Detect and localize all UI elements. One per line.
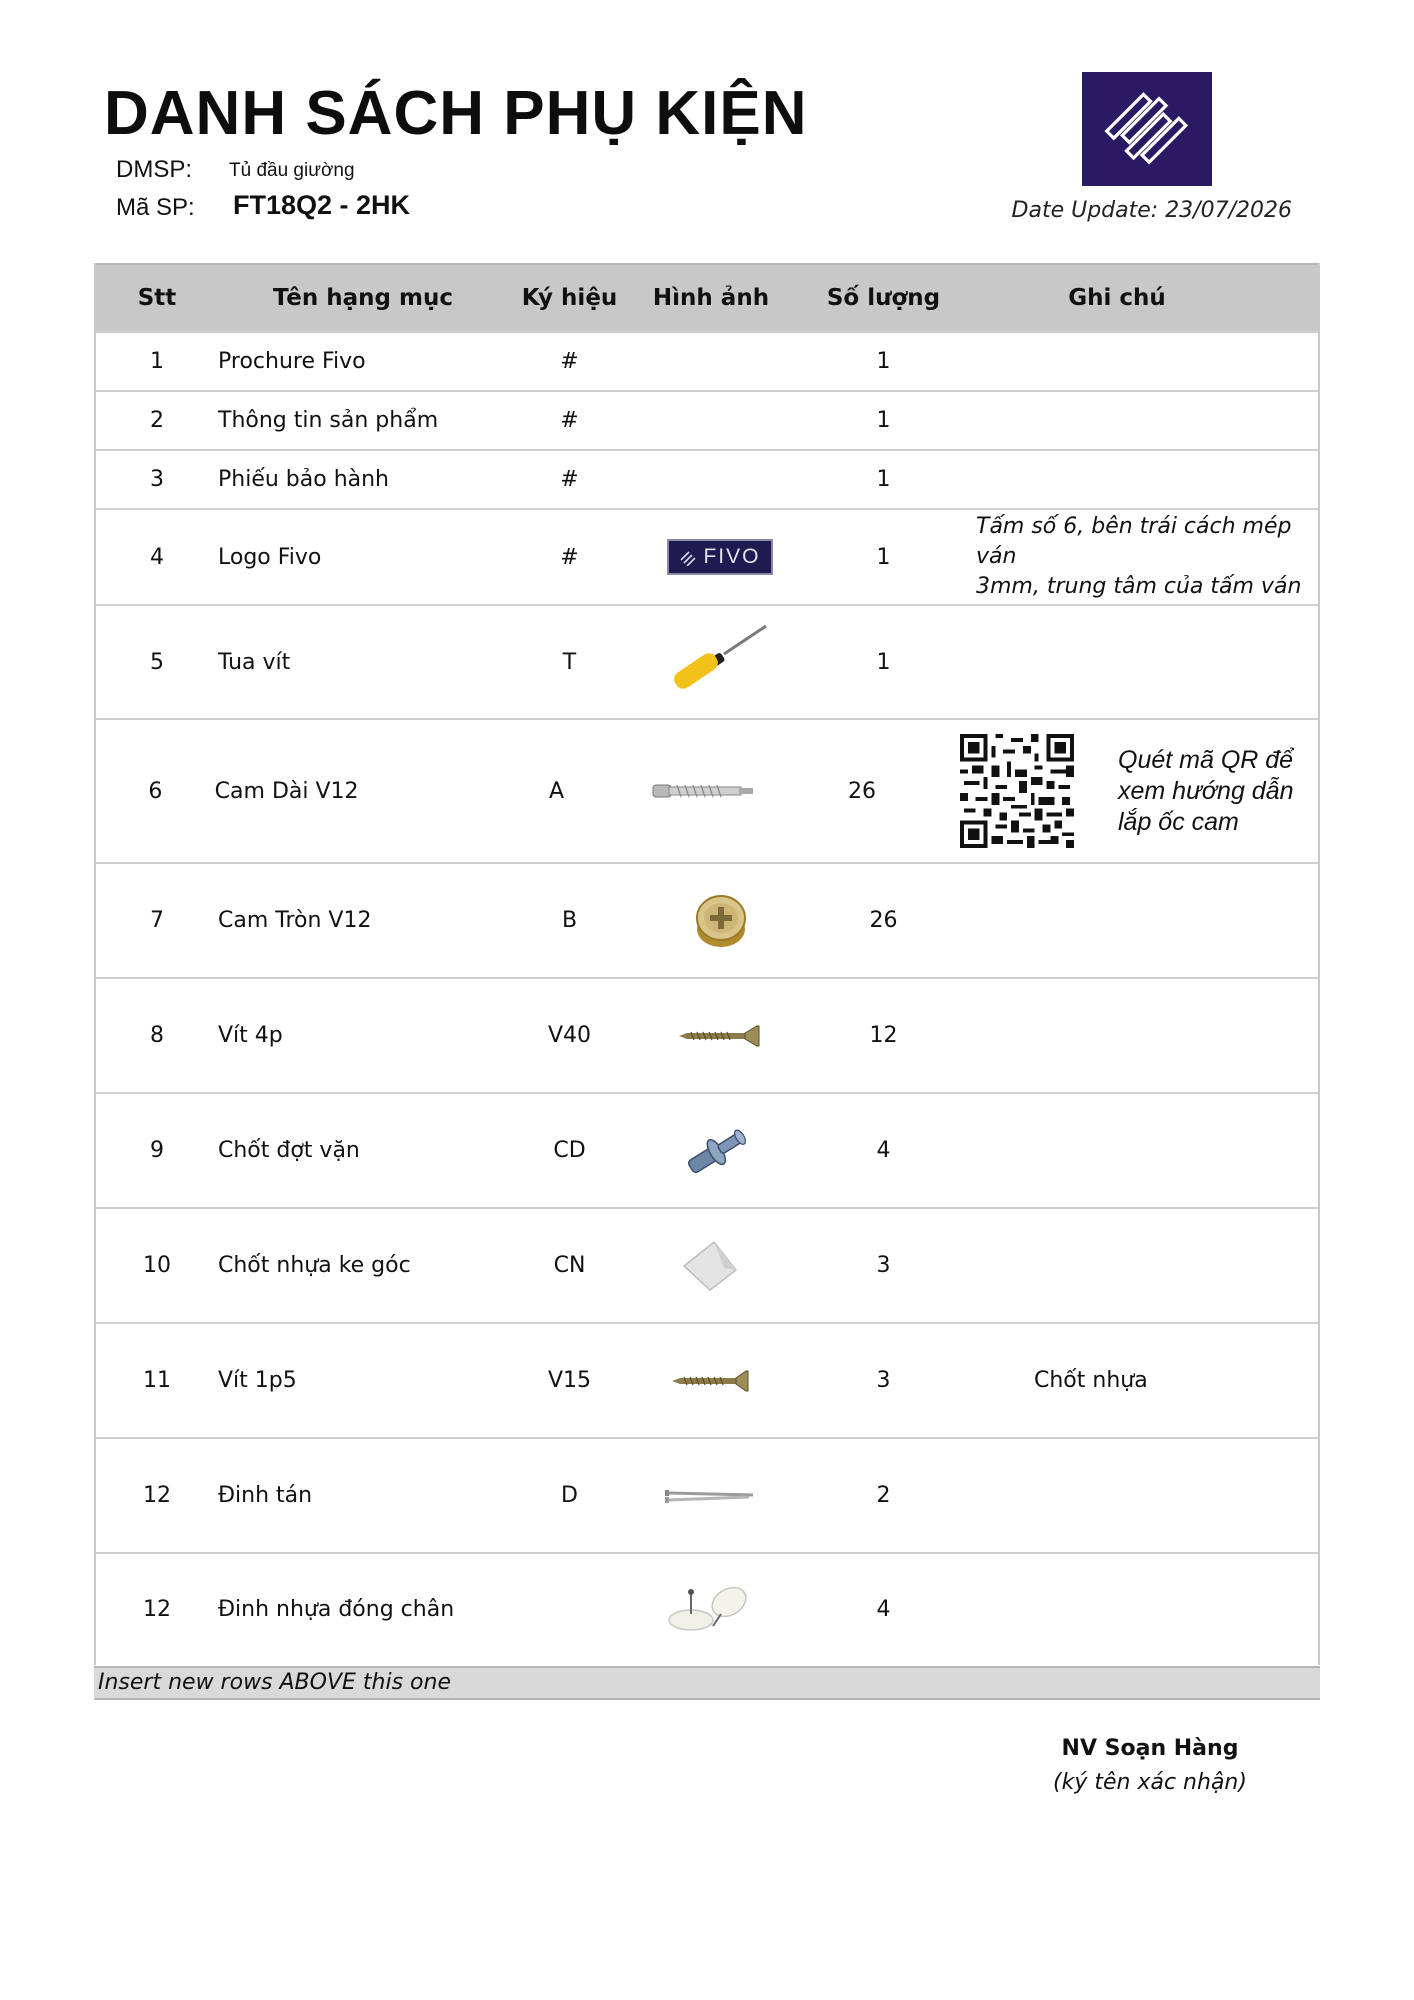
row-stt: 1 bbox=[150, 349, 164, 374]
table-row bbox=[96, 977, 1318, 1092]
row-stt: 10 bbox=[143, 1253, 171, 1278]
row-quantity: 1 bbox=[876, 349, 891, 374]
row-stt: 6 bbox=[148, 778, 163, 804]
table-row bbox=[96, 862, 1318, 977]
row-symbol: # bbox=[560, 408, 579, 433]
table-header bbox=[96, 263, 1318, 331]
row-stt: 2 bbox=[150, 408, 164, 433]
row-name: Vít 1p5 bbox=[218, 1368, 297, 1393]
row-name: Cam Tròn V12 bbox=[218, 908, 372, 933]
row-image bbox=[631, 1021, 791, 1051]
ma-sp-value: FT18Q2 - 2HK bbox=[233, 190, 411, 220]
long-cam-bolt-icon bbox=[649, 776, 759, 806]
row-quantity: 4 bbox=[876, 1597, 891, 1622]
qr-instruction-line: lắp ốc cam bbox=[1118, 807, 1239, 836]
row-quantity: 2 bbox=[876, 1483, 891, 1508]
row-image bbox=[631, 1366, 791, 1396]
col-header-stt: Stt bbox=[137, 285, 177, 311]
qr-code-icon[interactable] bbox=[960, 734, 1074, 848]
row-image bbox=[631, 1116, 791, 1186]
felt-nail-glides-icon bbox=[661, 1580, 761, 1640]
row-name: Thông tin sản phẩm bbox=[218, 408, 439, 433]
col-header-quantity: Số lượng bbox=[826, 285, 941, 311]
round-cam-lock-icon bbox=[691, 891, 751, 951]
row-stt: 7 bbox=[150, 908, 164, 933]
accessory-table bbox=[94, 263, 1320, 1665]
short-screw-icon bbox=[666, 1366, 756, 1396]
screwdriver-icon bbox=[666, 622, 776, 702]
row-stt: 12 bbox=[143, 1483, 171, 1508]
row-symbol: # bbox=[560, 349, 579, 374]
row-stt: 5 bbox=[150, 649, 164, 675]
plastic-corner-bracket-icon bbox=[676, 1236, 746, 1296]
table-row bbox=[96, 449, 1318, 508]
row-note bbox=[952, 734, 1318, 848]
row-name: Vít 4p bbox=[218, 1023, 283, 1048]
table-row bbox=[96, 508, 1318, 604]
row-stt: 3 bbox=[150, 467, 164, 492]
fivo-logo-badge bbox=[667, 539, 773, 575]
row-name: Tua vít bbox=[218, 649, 291, 675]
row-stt: 9 bbox=[150, 1138, 164, 1163]
insert-rows-note: Insert new rows ABOVE this one bbox=[94, 1666, 1320, 1700]
table-row bbox=[96, 1437, 1318, 1552]
col-header-name: Tên hạng mục bbox=[272, 285, 453, 311]
signature-title: NV Soạn Hàng bbox=[1061, 1736, 1239, 1761]
brand-logo-icon bbox=[1099, 81, 1195, 177]
ma-sp-label: Mã SP: bbox=[116, 194, 195, 221]
table-row bbox=[96, 718, 1318, 862]
row-stt: 12 bbox=[143, 1597, 171, 1622]
table-row bbox=[96, 1552, 1318, 1665]
dmsp-label: DMSP: bbox=[116, 156, 193, 183]
row-name: Chốt đợt vặn bbox=[218, 1138, 360, 1163]
row-name: Chốt nhựa ke góc bbox=[218, 1253, 411, 1278]
wood-screw-icon bbox=[675, 1021, 765, 1051]
page-title: DANH SÁCH PHỤ KIỆN bbox=[104, 79, 808, 148]
row-stt: 11 bbox=[143, 1368, 171, 1393]
row-quantity: 4 bbox=[876, 1138, 891, 1163]
row-quantity: 12 bbox=[869, 1023, 898, 1048]
nails-icon bbox=[661, 1481, 761, 1511]
brand-logo bbox=[1082, 72, 1212, 186]
row-quantity: 26 bbox=[848, 778, 877, 804]
row-quantity: 1 bbox=[876, 467, 891, 492]
qr-instruction-line: Quét mã QR để bbox=[1118, 745, 1294, 774]
col-header-symbol: Ký hiệu bbox=[521, 285, 618, 311]
table-row bbox=[96, 604, 1318, 718]
row-name: Logo Fivo bbox=[218, 544, 322, 570]
row-stt: 8 bbox=[150, 1023, 164, 1048]
table-row bbox=[96, 1322, 1318, 1437]
row-image bbox=[631, 1481, 791, 1511]
fivo-logo-text: FIVO bbox=[703, 545, 761, 568]
row-name: Đinh tán bbox=[218, 1483, 313, 1508]
row-image bbox=[631, 622, 791, 702]
row-symbol: D bbox=[561, 1483, 578, 1508]
row-stt: 4 bbox=[150, 544, 164, 570]
row-quantity: 3 bbox=[876, 1368, 891, 1393]
row-note bbox=[976, 512, 1318, 602]
row-quantity: 1 bbox=[876, 649, 891, 675]
signature-subtitle: (ký tên xác nhận) bbox=[1053, 1770, 1247, 1795]
table-row bbox=[96, 1092, 1318, 1207]
row-image bbox=[631, 891, 791, 951]
row-image bbox=[631, 1580, 791, 1640]
row-quantity: 3 bbox=[876, 1253, 891, 1278]
date-update: Date Update: 23/07/2026 bbox=[1011, 198, 1292, 223]
shelf-pin-icon bbox=[678, 1116, 758, 1186]
qr-instruction bbox=[1118, 745, 1318, 838]
row-symbol: CN bbox=[553, 1253, 586, 1278]
row-quantity: 1 bbox=[876, 408, 891, 433]
fivo-mark-icon bbox=[679, 548, 699, 566]
dmsp-value: Tủ đầu giường bbox=[229, 160, 355, 181]
row-image bbox=[631, 1236, 791, 1296]
row-note-line: Tấm số 6, bên trái cách mép ván bbox=[976, 514, 1292, 569]
row-symbol: B bbox=[561, 908, 578, 933]
table-row bbox=[96, 1207, 1318, 1322]
row-note: Chốt nhựa bbox=[1034, 1368, 1148, 1393]
row-name: Phiếu bảo hành bbox=[218, 467, 390, 492]
row-symbol: V15 bbox=[547, 1368, 592, 1393]
row-quantity: 26 bbox=[869, 908, 898, 933]
row-note-line: 3mm, trung tâm của tấm ván bbox=[976, 574, 1302, 599]
row-symbol: V40 bbox=[547, 1023, 592, 1048]
row-symbol: A bbox=[549, 778, 565, 804]
row-name: Prochure Fivo bbox=[218, 349, 366, 374]
row-symbol: # bbox=[560, 544, 579, 570]
col-header-note: Ghi chú bbox=[1068, 285, 1166, 311]
row-name: Cam Dài V12 bbox=[214, 778, 359, 804]
row-quantity: 1 bbox=[876, 544, 891, 570]
row-symbol: CD bbox=[553, 1138, 586, 1163]
row-symbol: # bbox=[560, 467, 579, 492]
row-image bbox=[631, 539, 791, 575]
row-symbol: T bbox=[562, 649, 577, 675]
table-row bbox=[96, 331, 1318, 390]
table-row bbox=[96, 390, 1318, 449]
qr-instruction-line: xem hướng dẫn bbox=[1118, 776, 1294, 805]
col-header-image: Hình ảnh bbox=[652, 285, 770, 311]
row-image bbox=[616, 776, 772, 806]
row-name: Đinh nhựa đóng chân bbox=[218, 1597, 455, 1622]
